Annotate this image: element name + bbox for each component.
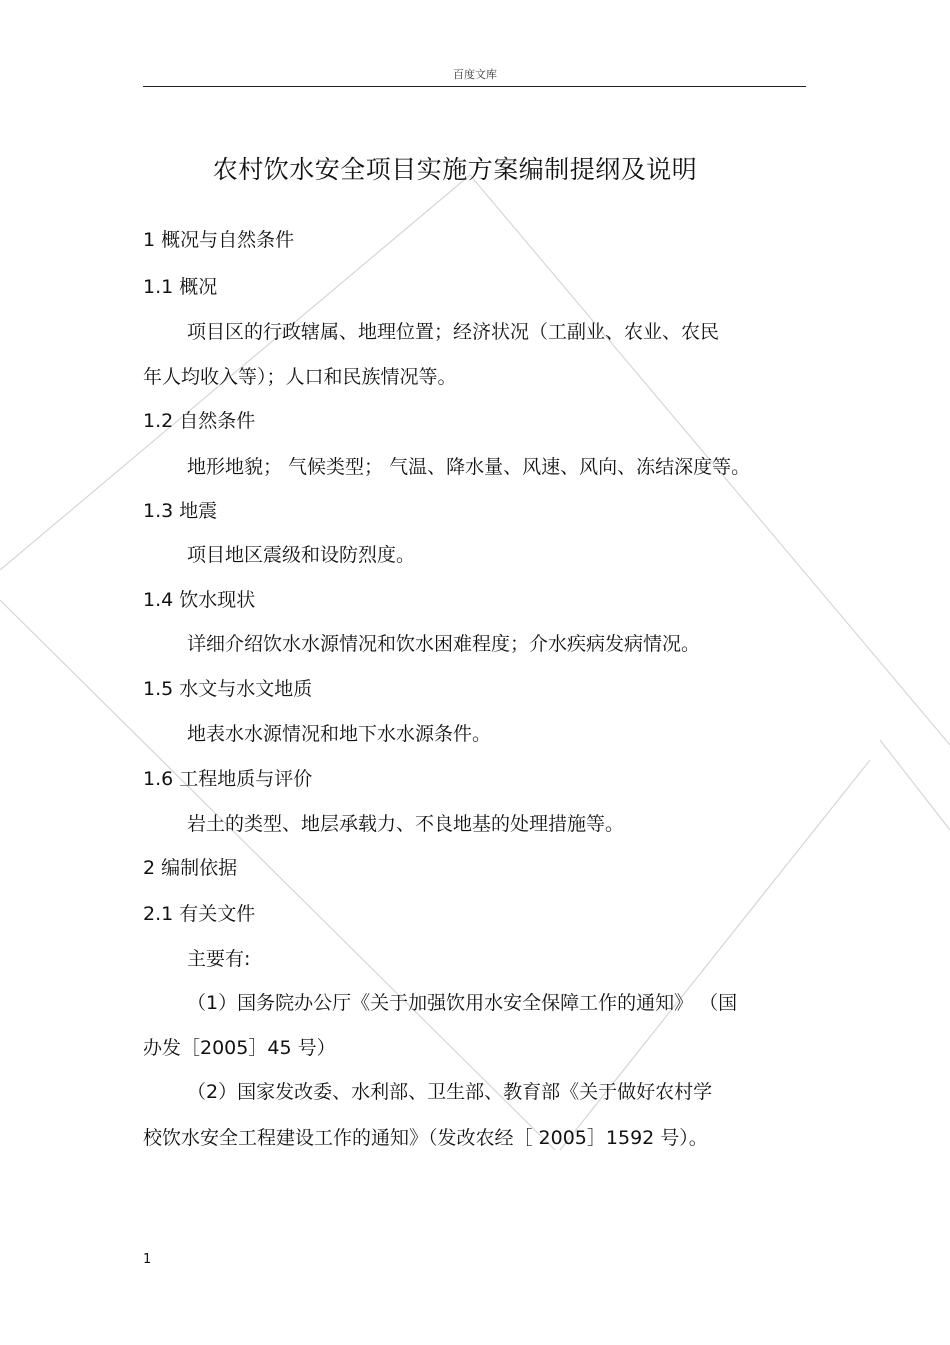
paragraph-line: 项目地区震级和设防烈度。 <box>187 544 416 566</box>
header-divider <box>143 86 806 87</box>
paragraph-line: 岩土的类型、地层承载力、不良地基的处理措施等。 <box>187 813 625 835</box>
subsection-heading: 1.1 概况 <box>143 276 218 298</box>
section-heading: 2 编制依据 <box>143 857 238 879</box>
subsection-heading: 1.5 水文与水文地质 <box>143 678 313 700</box>
subsection-heading: 1.2 自然条件 <box>143 410 256 432</box>
paragraph-line: 校饮水安全工程建设工作的通知》（发改农经［ 2005］1592 号）。 <box>143 1127 708 1149</box>
paragraph-line: 年人均收入等）；人口和民族情况等。 <box>143 366 457 388</box>
paragraph-line: 办发［2005］45 号） <box>143 1037 336 1059</box>
paragraph-line: 地表水水源情况和地下水水源条件。 <box>187 723 492 745</box>
page-number: 1 <box>143 1252 152 1267</box>
paragraph-line: （2）国家发改委、水利部、卫生部、教育部《关于做好农村学 <box>187 1081 713 1103</box>
subsection-heading: 2.1 有关文件 <box>143 903 256 925</box>
subsection-heading: 1.6 工程地质与评价 <box>143 768 313 790</box>
paragraph-line: 项目区的行政辖属、地理位置；经济状况（工副业、农业、农民 <box>187 321 720 343</box>
paragraph-line: 主要有: <box>187 948 251 970</box>
document-title: 农村饮水安全项目实施方案编制提纲及说明 <box>212 155 698 184</box>
header-source: 百度文库 <box>453 68 497 81</box>
section-heading: 1 概况与自然条件 <box>143 229 295 251</box>
paragraph-line: （1）国务院办公厅《关于加强饮用水安全保障工作的通知》 （国 <box>187 992 738 1014</box>
paragraph-line: 地形地貌； 气候类型； 气温、降水量、风速、风向、冻结深度等。 <box>187 456 751 478</box>
subsection-heading: 1.4 饮水现状 <box>143 589 256 611</box>
subsection-heading: 1.3 地震 <box>143 500 218 522</box>
paragraph-line: 详细介绍饮水水源情况和饮水困难程度；介水疾病发病情况。 <box>187 633 701 655</box>
